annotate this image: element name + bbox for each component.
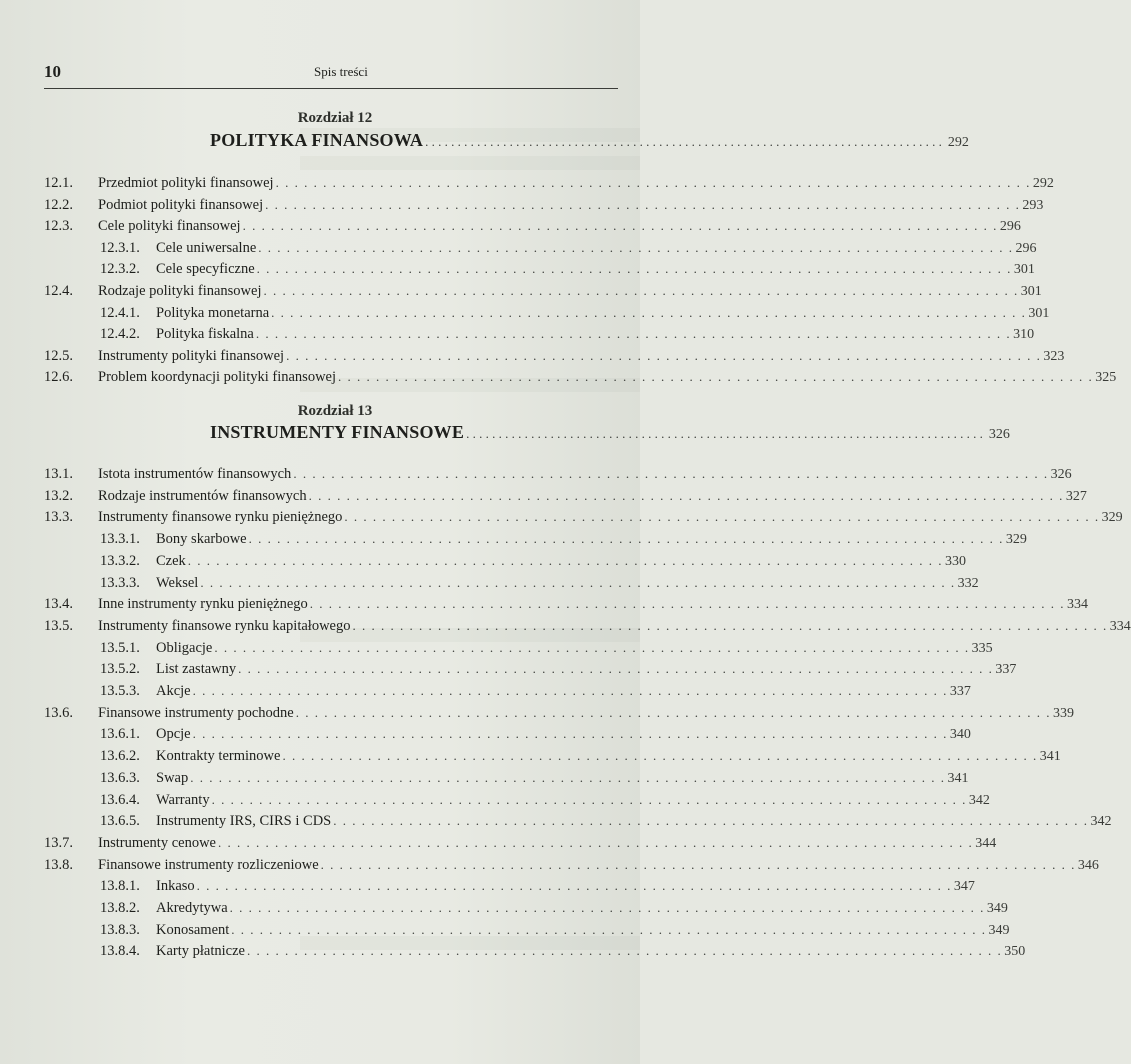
entry-number: 13.5. [44, 617, 73, 634]
entry-page: 301 [1020, 284, 1042, 299]
toc-subentry[interactable] [0, 878, 975, 900]
entry-title: Instrumenty finansowe rynku kapitałowego [98, 617, 351, 634]
entry-number: 13.8.4. [100, 943, 140, 960]
entry-page: 330 [945, 553, 967, 569]
entry-number: 13.5.3. [100, 683, 140, 699]
toc-entry[interactable] [0, 218, 1021, 240]
entry-page: 342 [1090, 814, 1112, 830]
leader-dots: . . . . . . . . . . . . . . . . . . . . . . . . . . . . . . . . . . . . . . . . . . . . . . . . . . . . . . . . . . . . . . . . . . . . . . . . . . . . . . . . [286, 347, 1042, 363]
leader-dots: . . . . . . . . . . . . . . . . . . . . . . . . . . . . . . . . . . . . . . . . . . . . . . . . . . . . . . . . . . . . . . . . . . . . . . . . . . . . . . . . [231, 921, 987, 937]
entry-title: Weksel [156, 574, 199, 591]
entry-title: Cele polityki finansowej [98, 218, 241, 235]
entry-page: 326 [1050, 467, 1072, 482]
chapter-page: 292 [947, 135, 969, 150]
entry-title: Konosament [156, 921, 230, 938]
entry-number: 12.3.2. [100, 261, 140, 278]
entry-title: Warranty [156, 791, 210, 808]
entry-number: 13.5.1. [100, 639, 140, 656]
entry-title: Inne instrumenty rynku pieniężnego [98, 596, 308, 613]
toc-entry[interactable] [0, 834, 997, 857]
chapter-page: 326 [988, 427, 1010, 442]
entry-number: 13.3.1. [100, 531, 140, 548]
toc-entry[interactable] [0, 196, 1044, 219]
entry-page: 337 [995, 662, 1017, 678]
entry-page: 337 [949, 684, 971, 699]
bleed-through [300, 156, 640, 170]
toc-entry[interactable] [0, 704, 1074, 727]
entry-body [98, 466, 1072, 483]
entry-title: Instrumenty cenowe [98, 834, 216, 851]
toc-subentry[interactable] [0, 239, 1037, 262]
leader-dots: . . . . . . . . . . . . . . . . . . . . . . . . . . . . . . . . . . . . . . . . . . . . . . . . . . . . . . . . . . . . . . . . . . . . . . . . . . . . . . . . [265, 196, 1021, 212]
entry-body [98, 175, 1054, 192]
leader-dots: . . . . . . . . . . . . . . . . . . . . . . . . . . . . . . . . . . . . . . . . . . . . . . . . . . . . . . . . . . . . . . . . . . . . . . . . . . . . . . . . [214, 639, 970, 655]
leader-dots: . . . . . . . . . . . . . . . . . . . . . . . . . . . . . . . . . . . . . . . . . . . . . . . . . . . . . . . . . . . . . . . . . . . . . . . . . . . . . . . . [211, 791, 967, 807]
entry-body [156, 791, 990, 809]
entry-page: 301 [1013, 262, 1035, 278]
toc-subentry[interactable] [0, 661, 1017, 683]
leader-dots: . . . . . . . . . . . . . . . . . . . . . . . . . . . . . . . . . . . . . . . . . . . . . . . . . . . . . . . . . . . . . . . . . . . . . . . . . . . . . . . . [333, 813, 1089, 829]
entry-title: Instrumenty finansowe rynku pieniężnego [98, 509, 343, 526]
entry-body [98, 369, 1117, 386]
entry-page: 329 [1005, 532, 1027, 548]
leader-dots: . . . . . . . . . . . . . . . . . . . . . . . . . . . . . . . . . . . . . . . . . . . . . . . . . . . . . . . . . . . . . . . . . . . . . . . . . . . . . . . . [271, 304, 1027, 320]
entry-body [98, 283, 1042, 300]
entry-body [156, 748, 1061, 765]
entry-page: 296 [1015, 240, 1037, 256]
toc-entry[interactable] [0, 175, 1054, 197]
toc-entry[interactable] [0, 466, 1072, 488]
entry-body [156, 574, 979, 592]
entry-number: 12.5. [44, 347, 73, 364]
leader-dots: . . . . . . . . . . . . . . . . . . . . . . . . . . . . . . . . . . . . . . . . . . . . . . . . . . . . . . . . . . . . . . . . . . . . . . . . . . . . . . . . [192, 726, 948, 742]
entry-page: 341 [1039, 749, 1061, 765]
leader-dots: . . . . . . . . . . . . . . . . . . . . . . . . . . . . . . . . . . . . . . . . . . . . . . . . . . . . . . . . . . . . . . . . . . . . . . . . . . . . . . . . [293, 466, 1049, 481]
entry-page: 292 [1032, 176, 1054, 191]
leader-dots: . . . . . . . . . . . . . . . . . . . . . . . . . . . . . . . . . . . . . . . . . . . . . . . . . . . . . . . . . . . . . . . . . . . . . . . . . . . . . . . . [308, 487, 1064, 503]
leader-dots: . . . . . . . . . . . . . . . . . . . . . . . . . . . . . . . . . . . . . . . . . . . . . . . . . . . . . . . . . . . . . . . . . . . . . . . . . . . . . . . . [187, 552, 944, 568]
toc-subentry[interactable] [0, 639, 993, 662]
entry-number: 13.6.3. [100, 769, 140, 786]
entry-page: 327 [1065, 488, 1087, 504]
entry-number: 12.4. [44, 283, 73, 299]
chapter-label: Rozdział 12 [297, 110, 373, 126]
entry-body [98, 704, 1074, 722]
toc-entry[interactable] [0, 509, 1123, 531]
entry-title: Karty płatnicze [156, 943, 245, 960]
entry-page: 341 [947, 770, 969, 786]
entry-number: 13.5.2. [100, 661, 140, 678]
entry-page: 329 [1101, 510, 1123, 526]
entry-body [156, 769, 969, 787]
entry-number: 12.2. [44, 196, 73, 213]
toc-subentry[interactable] [0, 921, 1010, 944]
leader-dots: . . . . . . . . . . . . . . . . . . . . . . . . . . . . . . . . . . . . . . . . . . . . . . . . . . . . . . . . . . . . . . . . . . . . . . . . . . . . . . . . [238, 661, 994, 677]
entry-page: 347 [953, 879, 975, 895]
entry-title: Rodzaje polityki finansowej [98, 283, 262, 299]
entry-title: Akcje [156, 683, 191, 699]
entry-number: 12.6. [44, 369, 73, 386]
entry-page: 310 [1013, 327, 1035, 343]
entry-body [156, 261, 1035, 278]
entry-title: Akredytywa [156, 900, 228, 916]
entry-number: 13.8.3. [100, 921, 140, 938]
entry-title: Problem koordynacji polityki finansowej [98, 369, 337, 386]
entry-page: 296 [999, 219, 1021, 235]
leader-dots: . . . . . . . . . . . . . . . . . . . . . . . . . . . . . . . . . . . . . . . . . . . . . . . . . . . . . . . . . . . . . . . . . . . . . . . . . . . . . . . . [338, 369, 1094, 385]
toc-entry[interactable] [0, 487, 1087, 510]
page-number: 10 [44, 62, 61, 81]
entry-page: 339 [1052, 705, 1074, 721]
entry-body [156, 239, 1037, 257]
chapter-label: Rozdział 13 [297, 403, 373, 419]
leader-dots: . . . . . . . . . . . . . . . . . . . . . . . . . . . . . . . . . . . . . . . . . . . . . . . . . . . . . . . . . . . . . . . . . . . . . . . . . . . . . . . . [192, 683, 948, 698]
toc-entry[interactable] [0, 283, 1042, 305]
entry-title: Czek [156, 552, 186, 569]
entry-number: 13.3.3. [100, 574, 140, 591]
leader-dots: . . . . . . . . . . . . . . . . . . . . . . . . . . . . . . . . . . . . . . . . . . . . . . . . . . . . . . . . . . . . . . . . . . . . . . . . . . . . . . . . [295, 704, 1051, 720]
entry-number: 13.8.2. [100, 900, 140, 916]
leader-dots: . . . . . . . . . . . . . . . . . . . . . . . . . . . . . . . . . . . . . . . . . . . . . . . . . . . . . . . . . . . . . . . . . . . . . . . . . . . . . . . . [263, 283, 1019, 298]
leader-dots: . . . . . . . . . . . . . . . . . . . . . . . . . . . . . . . . . . . . . . . . . . . . . . . . . . . . . . . . . . . . . . . . . . . . . . . . . . . . . . . . [320, 856, 1076, 872]
entry-page: 344 [975, 835, 997, 851]
chapter-title: INSTRUMENTY FINANSOWE [210, 422, 465, 442]
entry-page: 323 [1043, 348, 1065, 364]
entry-title: Instrumenty IRS, CIRS i CDS [156, 813, 332, 830]
entry-body [156, 900, 1008, 917]
entry-number: 13.6.1. [100, 726, 140, 743]
toc-subentry[interactable] [0, 552, 967, 575]
entry-body [98, 509, 1123, 526]
entry-number: 12.1. [44, 175, 73, 191]
entry-title: Istota instrumentów finansowych [98, 466, 292, 482]
entry-number: 13.4. [44, 596, 73, 613]
leader-dots: . . . . . . . . . . . . . . . . . . . . . . . . . . . . . . . . . . . . . . . . . . . . . . . . . . . . . . . . . . . . . . . . . . . . . . . . . . . . . . . . [425, 134, 942, 149]
entry-page: 301 [1028, 305, 1050, 321]
entry-page: 332 [957, 575, 979, 591]
leader-dots: . . . . . . . . . . . . . . . . . . . . . . . . . . . . . . . . . . . . . . . . . . . . . . . . . . . . . . . . . . . . . . . . . . . . . . . . . . . . . . . . [256, 261, 1012, 277]
leader-dots: . . . . . . . . . . . . . . . . . . . . . . . . . . . . . . . . . . . . . . . . . . . . . . . . . . . . . . . . . . . . . . . . . . . . . . . . . . . . . . . . [196, 878, 952, 894]
entry-body [156, 683, 971, 700]
toc-subentry[interactable] [0, 326, 1035, 348]
toc-subentry[interactable] [0, 683, 971, 705]
leader-dots: . . . . . . . . . . . . . . . . . . . . . . . . . . . . . . . . . . . . . . . . . . . . . . . . . . . . . . . . . . . . . . . . . . . . . . . . . . . . . . . . [344, 509, 1100, 525]
entry-number: 13.6.2. [100, 748, 140, 765]
toc-subentry[interactable] [0, 261, 1035, 283]
entry-number: 13.6.5. [100, 813, 140, 830]
toc-entry[interactable] [0, 596, 1089, 618]
toc-subentry[interactable] [0, 304, 1050, 327]
entry-body [98, 856, 1099, 874]
entry-page: 349 [986, 901, 1008, 916]
toc-entry[interactable] [0, 617, 1131, 640]
entry-title: Inkaso [156, 878, 195, 895]
entry-title: Finansowe instrumenty pochodne [98, 704, 294, 721]
entry-number: 13.7. [44, 834, 73, 851]
chapter-heading[interactable] [210, 130, 969, 152]
leader-dots: . . . . . . . . . . . . . . . . . . . . . . . . . . . . . . . . . . . . . . . . . . . . . . . . . . . . . . . . . . . . . . . . . . . . . . . . . . . . . . . . [200, 574, 956, 590]
toc-subentry[interactable] [0, 769, 969, 792]
entry-body [98, 347, 1065, 365]
entry-body [156, 531, 1027, 548]
leader-dots: . . . . . . . . . . . . . . . . . . . . . . . . . . . . . . . . . . . . . . . . . . . . . . . . . . . . . . . . . . . . . . . . . . . . . . . . . . . . . . . . [246, 943, 1003, 959]
entry-number: 12.4.2. [100, 326, 140, 343]
entry-body [156, 726, 971, 743]
toc-subentry[interactable] [0, 943, 1026, 965]
entry-body [156, 878, 975, 895]
entry-title: Swap [156, 769, 189, 786]
running-head [0, 58, 640, 88]
entry-body [98, 487, 1087, 505]
entry-page: 346 [1077, 857, 1099, 873]
entry-title: Polityka fiskalna [156, 326, 254, 343]
entry-title: Obligacje [156, 639, 213, 656]
entry-title: Kontrakty terminowe [156, 748, 281, 765]
leader-dots: . . . . . . . . . . . . . . . . . . . . . . . . . . . . . . . . . . . . . . . . . . . . . . . . . . . . . . . . . . . . . . . . . . . . . . . . . . . . . . . . [309, 596, 1066, 612]
toc-subentry[interactable] [0, 574, 979, 597]
chapter-title: POLITYKA FINANSOWA [210, 130, 424, 150]
entry-number: 13.6. [44, 704, 73, 721]
entry-number: 13.6.4. [100, 791, 140, 808]
leader-dots: . . . . . . . . . . . . . . . . . . . . . . . . . . . . . . . . . . . . . . . . . . . . . . . . . . . . . . . . . . . . . . . . . . . . . . . . . . . . . . . . [217, 834, 974, 850]
leader-dots: . . . . . . . . . . . . . . . . . . . . . . . . . . . . . . . . . . . . . . . . . . . . . . . . . . . . . . . . . . . . . . . . . . . . . . . . . . . . . . . . [282, 748, 1038, 764]
leader-dots: . . . . . . . . . . . . . . . . . . . . . . . . . . . . . . . . . . . . . . . . . . . . . . . . . . . . . . . . . . . . . . . . . . . . . . . . . . . . . . . . [258, 239, 1014, 255]
entry-number: 13.3. [44, 509, 73, 526]
entry-body [156, 326, 1035, 343]
toc-entry[interactable] [0, 856, 1099, 879]
entry-page: 334 [1109, 618, 1131, 634]
toc-entry[interactable] [0, 347, 1065, 370]
toc-subentry[interactable] [0, 900, 1008, 922]
toc-subentry[interactable] [0, 813, 1112, 835]
entry-page: 349 [988, 922, 1010, 938]
entry-title: Instrumenty polityki finansowej [98, 347, 285, 364]
toc-entry[interactable] [0, 369, 1117, 391]
entry-title: Cele specyficzne [156, 261, 255, 278]
entry-title: List zastawny [156, 661, 237, 678]
entry-title: Podmiot polityki finansowej [98, 196, 264, 213]
entry-page: 335 [971, 640, 993, 656]
entry-number: 12.3.1. [100, 239, 140, 256]
entry-body [156, 921, 1010, 939]
leader-dots: . . . . . . . . . . . . . . . . . . . . . . . . . . . . . . . . . . . . . . . . . . . . . . . . . . . . . . . . . . . . . . . . . . . . . . . . . . . . . . . . [242, 218, 998, 234]
leader-dots: . . . . . . . . . . . . . . . . . . . . . . . . . . . . . . . . . . . . . . . . . . . . . . . . . . . . . . . . . . . . . . . . . . . . . . . . . . . . . . . . [190, 769, 946, 785]
toc-subentry[interactable] [0, 791, 990, 814]
leader-dots: . . . . . . . . . . . . . . . . . . . . . . . . . . . . . . . . . . . . . . . . . . . . . . . . . . . . . . . . . . . . . . . . . . . . . . . . . . . . . . . . [466, 426, 983, 441]
entry-title: Przedmiot polityki finansowej [98, 175, 274, 191]
entry-title: Rodzaje instrumentów finansowych [98, 487, 307, 504]
toc-subentry[interactable] [0, 748, 1061, 770]
entry-body [98, 196, 1044, 214]
entry-title: Opcje [156, 726, 191, 743]
leader-dots: . . . . . . . . . . . . . . . . . . . . . . . . . . . . . . . . . . . . . . . . . . . . . . . . . . . . . . . . . . . . . . . . . . . . . . . . . . . . . . . . [255, 326, 1012, 342]
entry-body [156, 552, 967, 570]
leader-dots: . . . . . . . . . . . . . . . . . . . . . . . . . . . . . . . . . . . . . . . . . . . . . . . . . . . . . . . . . . . . . . . . . . . . . . . . . . . . . . . . [229, 900, 985, 915]
toc-subentry[interactable] [0, 726, 971, 748]
entry-page: 293 [1022, 197, 1044, 213]
leader-dots: . . . . . . . . . . . . . . . . . . . . . . . . . . . . . . . . . . . . . . . . . . . . . . . . . . . . . . . . . . . . . . . . . . . . . . . . . . . . . . . . [275, 175, 1031, 190]
entry-page: 325 [1095, 370, 1117, 386]
entry-number: 13.8. [44, 856, 73, 873]
entry-title: Finansowe instrumenty rozliczeniowe [98, 856, 319, 873]
leader-dots: . . . . . . . . . . . . . . . . . . . . . . . . . . . . . . . . . . . . . . . . . . . . . . . . . . . . . . . . . . . . . . . . . . . . . . . . . . . . . . . . [352, 617, 1108, 633]
entry-body [156, 813, 1112, 830]
entry-page: 350 [1004, 944, 1026, 960]
chapter-heading[interactable] [210, 422, 1010, 444]
entry-body [98, 218, 1021, 235]
entry-number: 13.3.2. [100, 552, 140, 569]
entry-number: 13.1. [44, 466, 73, 482]
entry-page: 342 [968, 792, 990, 808]
leader-dots: . . . . . . . . . . . . . . . . . . . . . . . . . . . . . . . . . . . . . . . . . . . . . . . . . . . . . . . . . . . . . . . . . . . . . . . . . . . . . . . . [248, 531, 1004, 547]
entry-page: 334 [1067, 597, 1089, 613]
entry-number: 13.8.1. [100, 878, 140, 895]
entry-body [156, 304, 1050, 322]
entry-title: Bony skarbowe [156, 531, 247, 548]
entry-number: 13.2. [44, 487, 73, 504]
entry-body [98, 617, 1131, 635]
entry-body [156, 639, 993, 657]
entry-title: Polityka monetarna [156, 304, 270, 321]
entry-body [156, 943, 1026, 960]
entry-number: 12.3. [44, 218, 73, 235]
entry-body [98, 596, 1089, 613]
entry-page: 340 [949, 727, 971, 743]
entry-number: 12.4.1. [100, 304, 140, 321]
toc-subentry[interactable] [0, 531, 1027, 553]
entry-body [98, 834, 997, 852]
header-rule [44, 88, 618, 89]
entry-body [156, 661, 1017, 678]
section-name: Spis treści [314, 64, 368, 79]
entry-title: Cele uniwersalne [156, 239, 257, 256]
